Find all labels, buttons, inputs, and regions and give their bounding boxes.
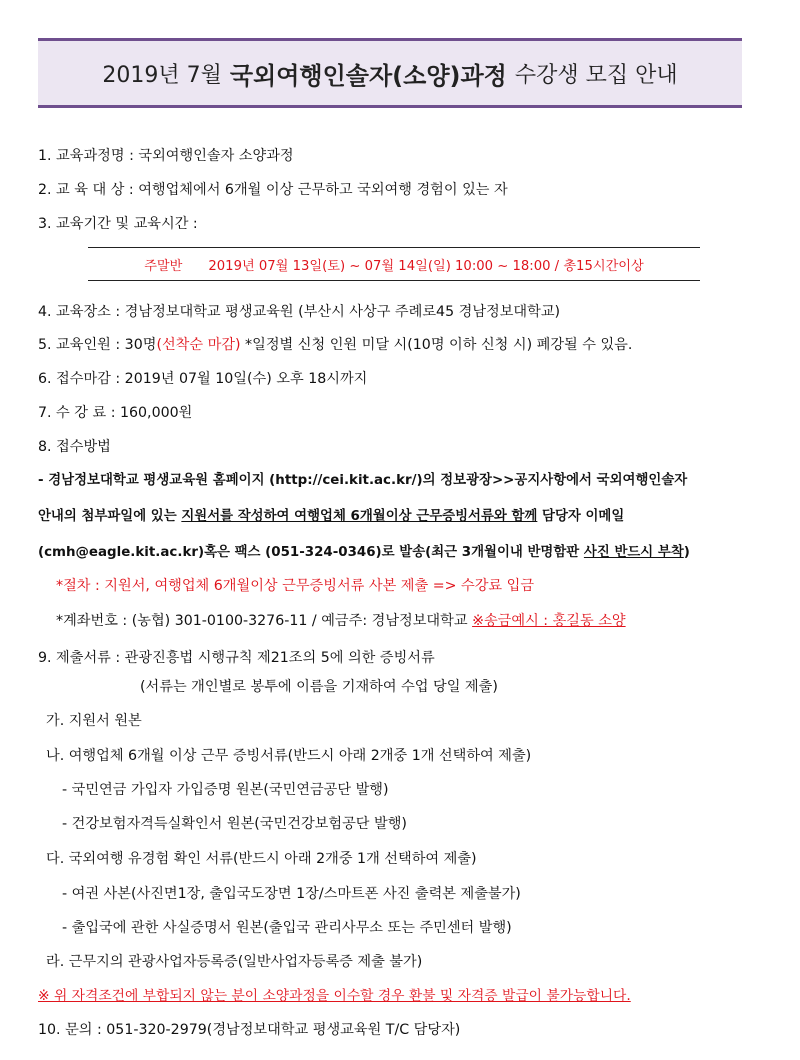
doc-na: 나. 여행업체 6개월 이상 근무 증빙서류(반드시 아래 2개중 1개 선택하여 제출): [46, 748, 532, 764]
doc-da: 다. 국외여행 유경험 확인 서류(반드시 아래 2개중 1개 선택하여 제출): [46, 851, 477, 867]
item-8-line-3: [38, 543, 690, 563]
item-1-course-name: 1. 교육과정명 : 국외여행인솔자 소양과정: [38, 148, 294, 164]
item-8-line-2: [38, 507, 624, 527]
item-8-line-3-c: ): [683, 545, 690, 560]
doc-da-1: - 여권 사본(사진면1장, 출입국도장면 1장/스마트폰 사진 출력본 제출불가): [62, 886, 521, 902]
item-8-line-2-c: 담당자 이메일: [537, 509, 625, 524]
item-8-photo-required: 사진 반드시 부착: [583, 545, 684, 560]
item-4-location: 4. 교육장소 : 경남정보대학교 평생교육원 (부산시 사상구 주례로45 경남정보대학교): [38, 304, 561, 320]
doc-da-2: - 출입국에 관한 사실증명서 원본(출입국 관리사무소 또는 주민센터 발행): [62, 920, 512, 936]
account-number: *계좌번호 : (농협) 301-0100-3276-11 / 예금주: 경남정보대학교: [56, 613, 473, 629]
item-2-target: 2. 교 육 대 상 : 여행업체에서 6개월 이상 근무하고 국외여행 경험이 있는 자: [38, 182, 508, 198]
item-10-contact: 10. 문의 : 051-320-2979(경남정보대학교 평생교육원 T/C 담당자): [38, 1022, 461, 1038]
title-main: 국외여행인솔자(소양)과정: [229, 61, 507, 90]
item-8-method: 8. 접수방법: [38, 439, 111, 455]
item-8-line-2-underlined: 지원서를 작성하여 여행업체 6개월이상 근무증빙서류와 함께: [181, 509, 538, 524]
item-5-capacity-a: 5. 교육인원 : 30명: [38, 337, 157, 353]
item-8-line-3-a: (cmh@eagle.kit.ac.kr)혹은 팩스 (051-324-0346)로 발송(최근 3개월이내 반명함판: [38, 545, 584, 560]
doc-na-2: - 건강보험자격득실확인서 원본(국민건강보험공단 발행): [62, 816, 407, 832]
schedule-label: 주말반: [144, 258, 183, 274]
item-8-line-1: - 경남정보대학교 평생교육원 홈페이지 (http://cei.kit.ac.kr/)의 정보광장>>공지사항에서 국외여행인솔자: [38, 473, 688, 488]
title-prefix: 2019년 7월: [102, 62, 222, 88]
title-banner: [38, 38, 742, 108]
item-6-deadline: 6. 접수마감 : 2019년 07월 10일(수) 오후 18시까지: [38, 371, 368, 387]
refund-warning: ※ 위 자격조건에 부합되지 않는 분이 소양과정을 이수할 경우 환불 및 자격증 발급이 불가능합니다.: [38, 988, 631, 1004]
item-9-documents: 9. 제출서류 : 관광진흥법 시행규칙 제21조의 5에 의한 증빙서류: [38, 650, 435, 666]
remittance-example: ※송금예시 : 홍길동 소양: [472, 613, 626, 629]
procedure-note: *절차 : 지원서, 여행업체 6개월이상 근무증빙서류 사본 제출 => 수강료 입금: [56, 578, 535, 594]
account-info: [56, 611, 626, 631]
item-3-period: 3. 교육기간 및 교육시간 :: [38, 216, 198, 232]
item-5-first-come: (선착순 마감): [156, 337, 241, 353]
doc-ga: 가. 지원서 원본: [46, 713, 142, 729]
item-8-line-2-a: 안내의 첨부파일에 있는: [38, 509, 182, 524]
title-suffix: 수강생 모집 안내: [514, 62, 678, 88]
item-5-capacity: [38, 335, 632, 355]
doc-na-1: - 국민연금 가입자 가입증명 원본(국민연금공단 발행): [62, 782, 389, 798]
schedule-box: [88, 247, 700, 281]
item-5-capacity-note: *일정별 신청 인원 미달 시(10명 이하 신청 시) 폐강될 수 있음.: [240, 337, 633, 353]
doc-ra: 라. 근무지의 관광사업자등록증(일반사업자등록증 제출 불가): [46, 954, 423, 970]
item-7-fee: 7. 수 강 료 : 160,000원: [38, 405, 193, 421]
item-9-note: (서류는 개인별로 봉투에 이름을 기재하여 수업 당일 제출): [140, 679, 498, 695]
schedule-text: 2019년 07월 13일(토) ~ 07월 14일(일) 10:00 ~ 18:00 / 총15시간이상: [208, 258, 644, 274]
